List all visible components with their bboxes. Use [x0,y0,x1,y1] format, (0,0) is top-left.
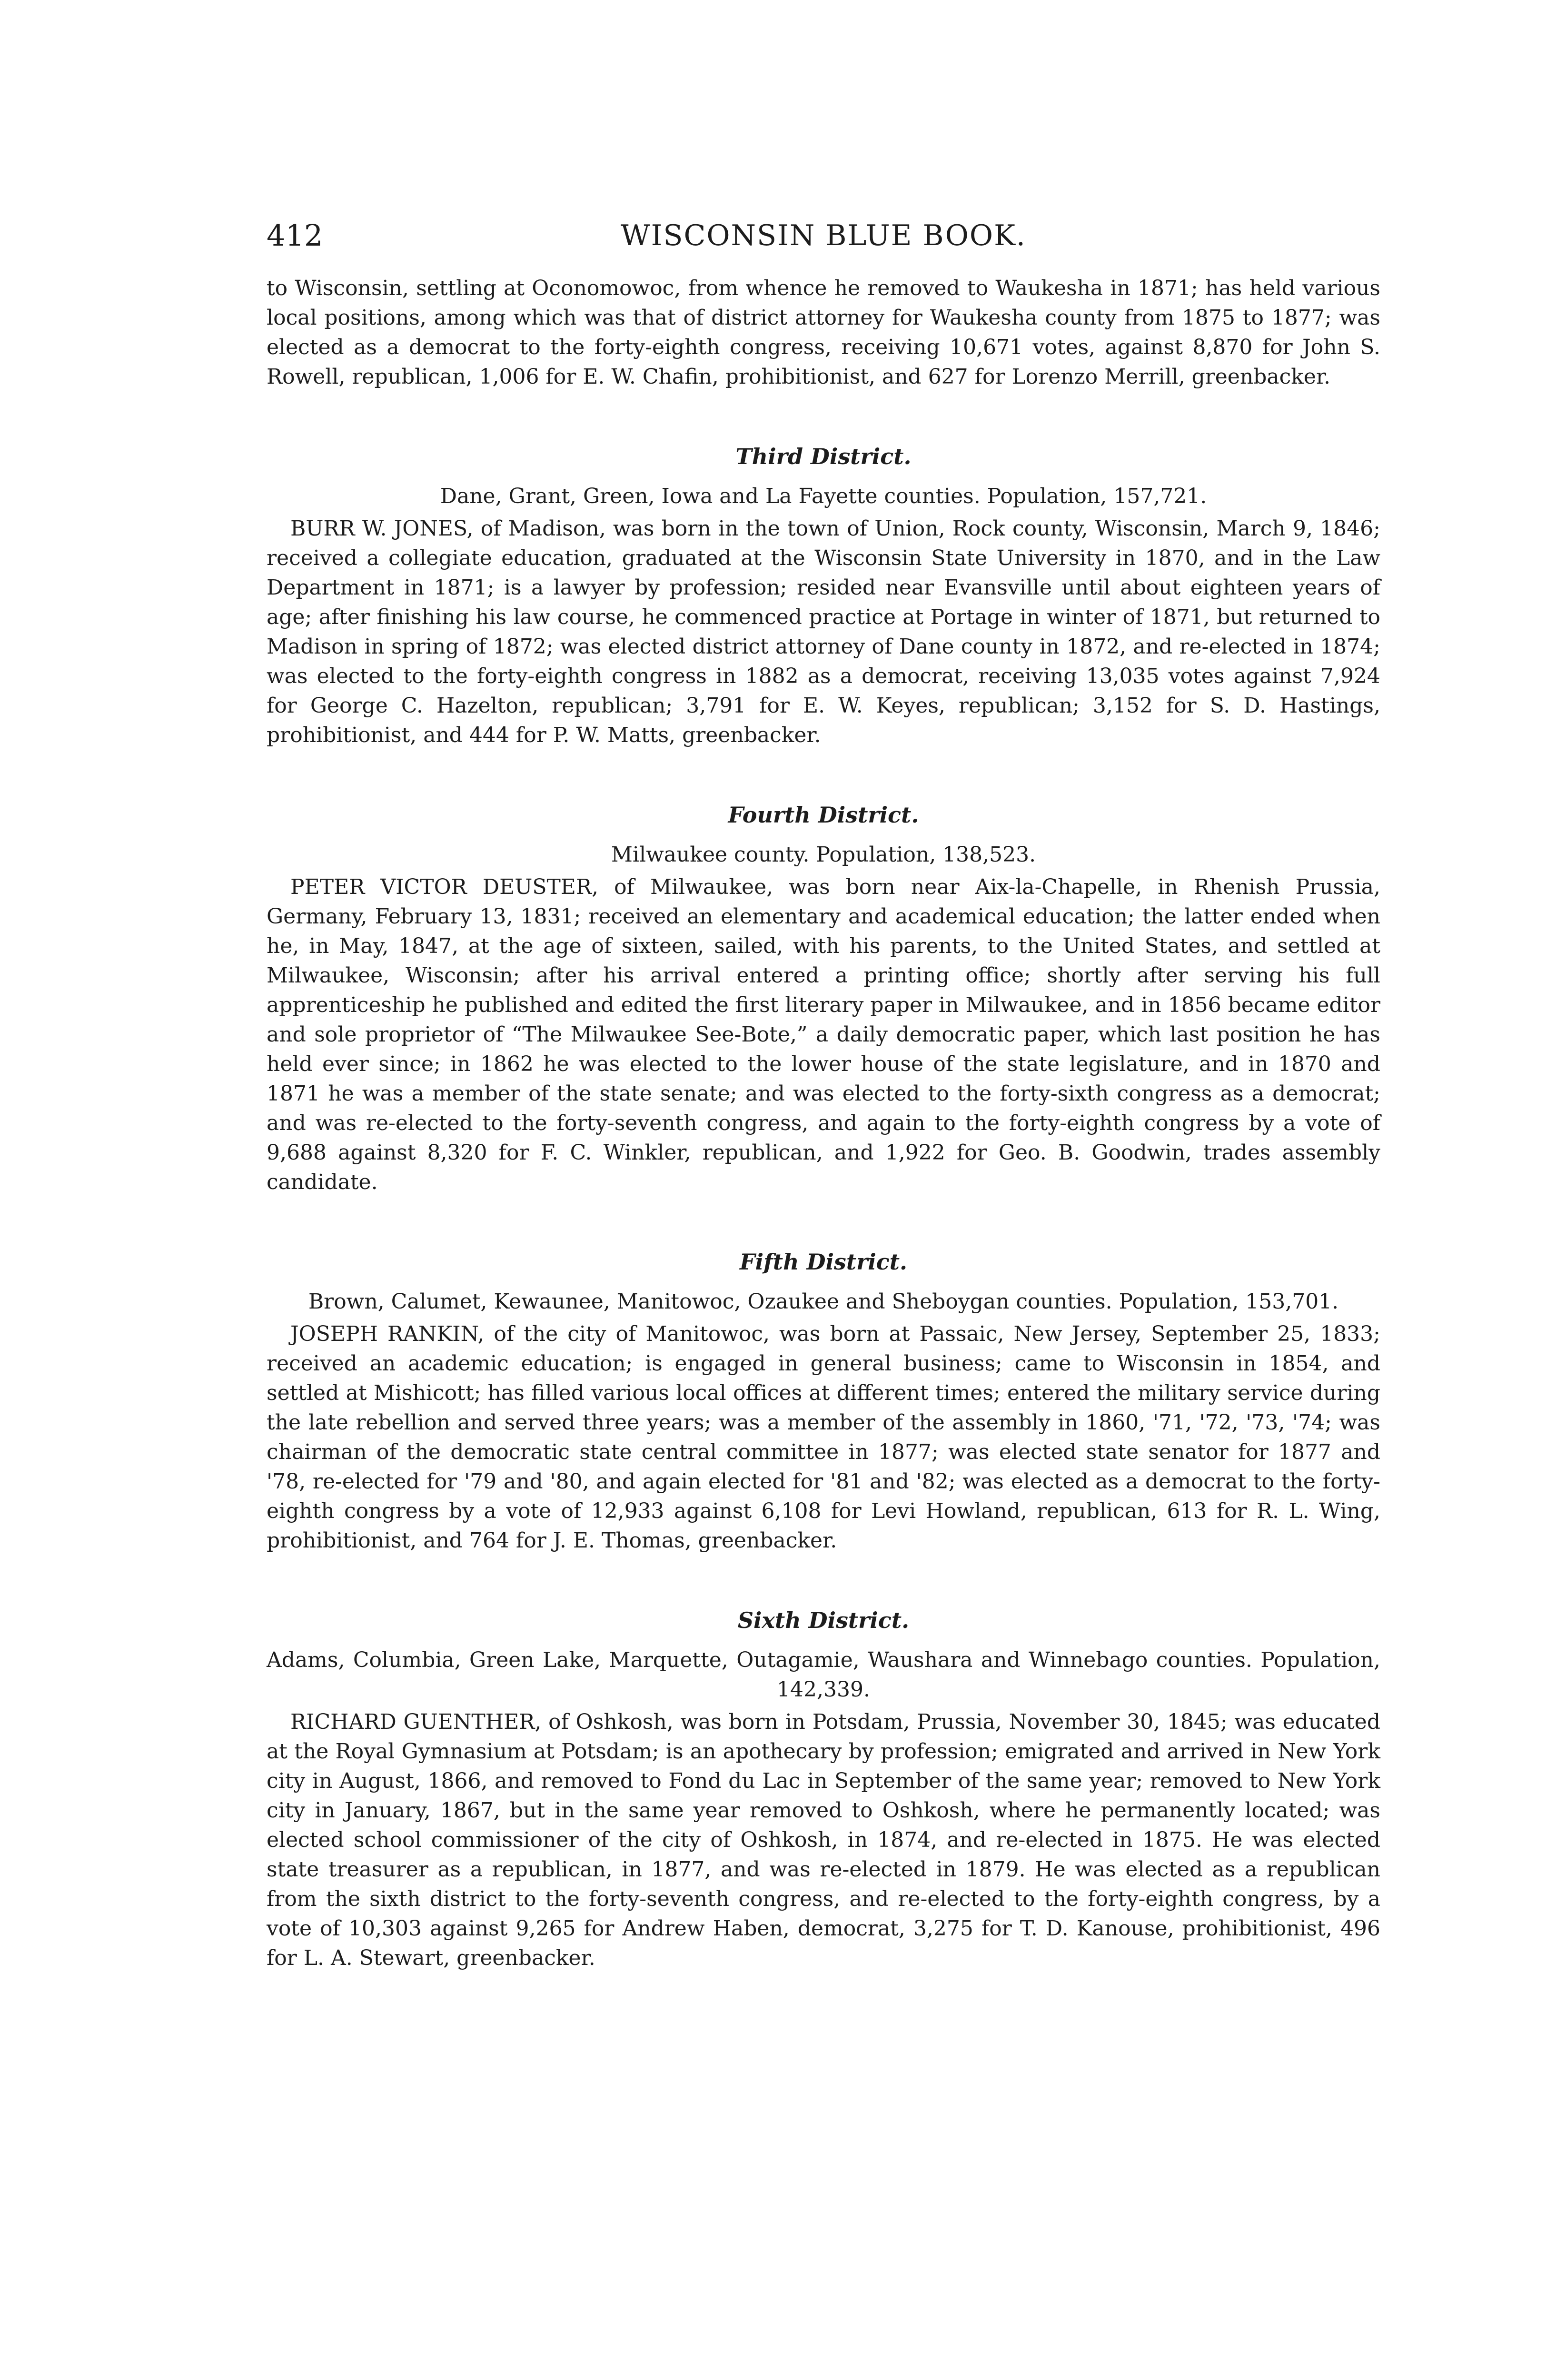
page-header [267,217,1380,255]
district-counties: Dane, Grant, Green, Iowa and La Fayette counties. Population, 157,721. [440,484,1207,508]
representative-bio: BURR W. JONES, of Madison, was born in the town of Union, Rock county, Wisconsin, March 9, 1846; received a collegiate education, graduated at the Wisconsin State University in 1870, and in the Law Department in 1871; is a lawyer by profession; resided near Evansville until about eighteen years of age; after finishing his law course, he commenced practice at Portage in winter of 1871, but returned to Madison in spring of 1872; was elected district attorney of Dane county in 1872, and re-elected in 1874; was elected to the forty-eighth congress in 1882 as a democrat, receiving 13,035 votes against 7,924 for George C. Hazelton, republican; 3,791 for E. W. Keyes, republican; 3,152 for S. D. Hastings, prohibitionist, and 444 for P. W. Matts, greenbacker. [267,516,1380,747]
district-counties: Brown, Calumet, Kewaunee, Manitowoc, Ozaukee and Sheboygan counties. Population, 153,701. [308,1289,1339,1314]
representative-bio: JOSEPH RANKIN, of the city of Manitowoc, was born at Passaic, New Jersey, September 25, 1833; received an academic education; is engaged in general business; came to Wisconsin in 1854, and settled at Mishicott; has filled various local offices at different times; entered the military service during the late rebellion and served three years; was a member of the assembly in 1860, '71, '72, '73, '74; was chairman of the democratic state central committee in 1877; was elected state senator for 1877 and '78, re-elected for '79 and '80, and again elected for '81 and '82; was elected as a democrat to the forty-eighth congress by a vote of 12,933 against 6,108 for Levi Howland, republican, 613 for R. L. Wing, prohibitionist, and 764 for J. E. Thomas, greenbacker. [267,1322,1380,1553]
district-fifth [267,1247,1380,1556]
page-number: 412 [267,218,323,253]
representative-bio: RICHARD GUENTHER, of Oshkosh, was born in Potsdam, Prussia, November 30, 1845; was educated at the Royal Gymnasium at Potsdam; is an apothecary by profession; emigrated and arrived in New York city in August, 1866, and removed to Fond du Lac in September of the same year; removed to New York city in January, 1867, but in the same year removed to Oshkosh, where he permanently located; was elected school commissioner of the city of Oshkosh, in 1874, and re-elected in 1875. He was elected state treasurer as a republican, in 1877, and was re-elected in 1879. He was elected as a republican from the sixth district to the forty-seventh congress, and re-elected to the forty-eighth congress, by a vote of 10,303 against 9,265 for Andrew Haben, democrat, 3,275 for T. D. Kanouse, prohibitionist, 496 for L. A. Stewart, greenbacker. [267,1710,1380,1970]
district-heading: Fourth District. [728,802,919,828]
continued-paragraph: to Wisconsin, settling at Oconomowoc, from whence he removed to Waukesha in 1871; has held various local positions, among which was that of district attorney for Waukesha county from 1875 to 1877; was elected as a democrat to the forty-eighth congress, receiving 10,671 votes, against 8,870 for John S. Rowell, republican, 1,006 for E. W. Chafin, prohibitionist, and 627 for Lorenzo Merrill, greenbacker. [267,276,1380,389]
book-page [267,217,1380,2380]
district-counties: Adams, Columbia, Green Lake, Marquette, Outagamie, Waushara and Winnebago counties. Population, 142,339. [267,1648,1380,1702]
district-sixth [267,1606,1380,1973]
district-heading: Sixth District. [737,1607,910,1633]
district-counties: Milwaukee county. Population, 138,523. [611,843,1036,867]
district-third [267,442,1380,750]
district-fourth [267,800,1380,1197]
district-heading: Third District. [735,444,912,469]
representative-bio: PETER VICTOR DEUSTER, of Milwaukee, was born near Aix-la-Chapelle, in Rhenish Prussia, Germany, February 13, 1831; received an elementary and academical education; the latter ended when he, in May, 1847, at the age of sixteen, sailed, with his parents, to the United States, and settled at Milwaukee, Wisconsin; after his arrival entered a printing office; shortly after serving his full apprenticeship he published and edited the first literary paper in Milwaukee, and in 1856 became editor and sole proprietor of “The Milwaukee See-Bote,” a daily democratic paper, which last position he has held ever since; in 1862 he was elected to the lower house of the state legislature, and in 1870 and 1871 he was a member of the state senate; and was elected to the forty-sixth congress as a democrat; and was re-elected to the forty-seventh congress, and again to the forty-eighth congress by a vote of 9,688 against 8,320 for F. C. Winkler, republican, and 1,922 for Geo. B. Goodwin, trades assembly candidate. [267,875,1380,1194]
running-title: WISCONSIN BLUE BOOK. [620,219,1027,252]
district-heading: Fifth District. [739,1249,908,1275]
